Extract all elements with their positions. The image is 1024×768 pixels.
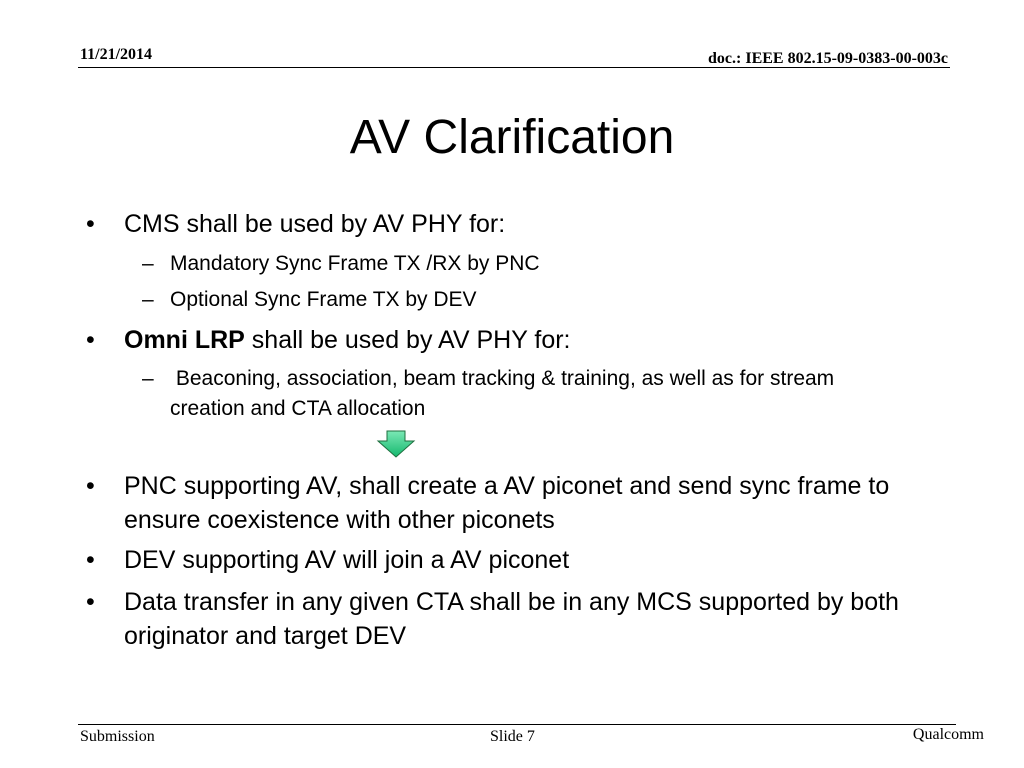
dash-marker: –: [142, 288, 154, 311]
bullet-5: [86, 585, 924, 653]
footer-company: Qualcomm: [912, 726, 984, 743]
bullet-2-sub-1-text: Beaconing, association, beam tracking & training, as well as for stream creation and CTA allocation: [170, 367, 841, 420]
bullet-2-text: shall be used by AV PHY for:: [244, 326, 571, 354]
bullet-2: [86, 323, 924, 357]
bullet-1-sub-1-text: Mandatory Sync Frame TX /RX by PNC: [170, 252, 540, 275]
bullet-1-sub-2: [142, 285, 910, 315]
bullet-1-sub-1: [142, 249, 910, 279]
bullet-marker: •: [86, 546, 95, 574]
bullet-marker: •: [86, 210, 95, 238]
header-date: 11/21/2014: [80, 46, 153, 63]
bullet-marker: •: [86, 326, 95, 354]
bullet-5-text: Data transfer in any given CTA shall be in any MCS supported by both originator and target DEV: [124, 588, 899, 650]
bullet-1: [86, 207, 924, 241]
bullet-2-sub-1: [142, 364, 910, 424]
header-doc-id: doc.: IEEE 802.15-09-0383-00-003c: [708, 50, 948, 67]
bullet-4-text: DEV supporting AV will join a AV piconet: [124, 546, 570, 574]
footer-slide-number: Slide 7: [490, 728, 535, 745]
dash-marker: –: [142, 252, 154, 275]
bullet-marker: •: [86, 472, 95, 500]
bullet-1-sub-2-text: Optional Sync Frame TX by DEV: [170, 288, 477, 311]
bullet-4: [86, 543, 924, 577]
dash-marker: –: [142, 367, 154, 390]
slide-title: AV Clarification: [349, 111, 675, 164]
bullet-2-bold-text: Omni LRP: [124, 326, 245, 354]
footer-divider: [78, 724, 956, 725]
bullet-3-text: PNC supporting AV, shall create a AV piconet and send sync frame to ensure coexistence with other piconets: [124, 472, 890, 534]
bullet-marker: •: [86, 588, 95, 616]
footer-submission: Submission: [80, 728, 155, 745]
header-divider: [78, 67, 950, 68]
bullet-1-text: CMS shall be used by AV PHY for:: [124, 210, 506, 238]
down-arrow-icon: [376, 430, 416, 458]
bullet-3: [86, 469, 924, 537]
